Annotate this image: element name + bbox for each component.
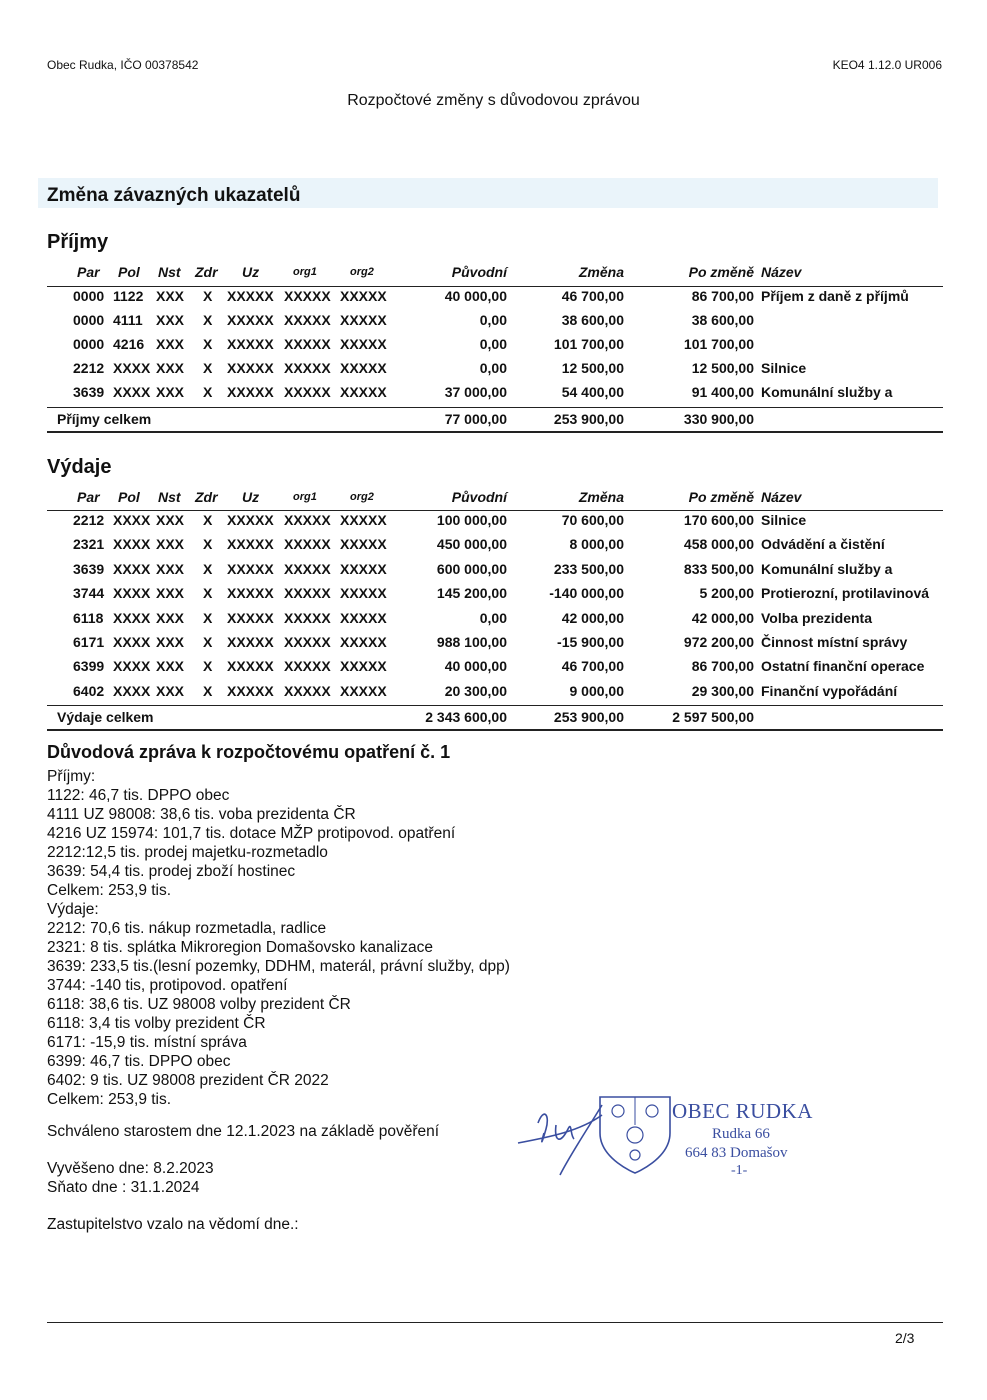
income-cell-puvodni: 0,00 [479,312,507,328]
report-line: 6118: 38,6 tis. UZ 98008 volby prezident ČR [47,996,351,1013]
income-cell-po-zmene: 12 500,00 [691,360,754,376]
expense-cell-org2: XXXXX [340,682,387,699]
expense-cell-nazev: Volba prezidenta [761,609,872,626]
removed-date: Sňato dne : 31.1.2024 [47,1179,200,1196]
income-cell-org1: XXXXX [284,288,331,304]
col-zdr: Zdr [195,489,218,505]
col-par: Par [77,489,100,505]
expense-cell-puvodni: 100 000,00 [436,512,507,528]
col-pol: Pol [118,489,140,505]
expense-cell-org1: XXXXX [284,609,331,626]
expense-cell-nazev: Činnost místní správy [761,634,908,650]
income-cell-zdr: X [203,288,213,304]
income-cell-uz: XXXXX [227,312,274,328]
expense-cell-po-zmene: 458 000,00 [683,536,754,553]
expense-table-row [47,512,937,534]
expense-cell-par: 6402 [73,682,105,699]
income-cell-nst: XXX [156,336,185,352]
expense-cell-org2: XXXXX [340,585,387,602]
expense-table-row [47,610,937,632]
income-header-rule [47,286,943,287]
expense-total-rule [47,705,943,706]
income-total-label: Příjmy celkem [57,411,152,427]
income-cell-puvodni: 40 000,00 [444,288,507,304]
expense-cell-par: 6171 [73,634,105,650]
expense-cell-org1: XXXXX [284,536,331,553]
document-title: Rozpočtové změny s důvodovou zprávou [347,92,640,109]
expense-cell-nazev: Protierozní, protilavinová [761,585,930,602]
expense-cell-zdr: X [203,682,213,699]
income-cell-org1: XXXXX [284,384,331,400]
expense-table-row [47,585,937,607]
col-par: Par [77,264,100,280]
expense-cell-puvodni: 145 200,00 [436,585,507,602]
income-table-row [47,360,937,382]
expense-bottom-rule [47,729,943,731]
expense-cell-uz: XXXXX [227,609,274,626]
report-line: 6399: 46,7 tis. DPPO obec [47,1053,231,1070]
income-table-header [47,264,937,286]
expense-cell-puvodni: 600 000,00 [436,560,507,577]
col-org2: org2 [350,266,374,278]
council-note: Zastupitelstvo vzalo na vědomí dne.: [47,1216,299,1233]
col-puvodni: Původní [451,264,507,280]
income-cell-zmena: 54 400,00 [561,384,624,400]
income-cell-org1: XXXXX [284,312,331,328]
income-cell-po-zmene: 101 700,00 [683,336,754,352]
expense-cell-po-zmene: 833 500,00 [683,560,754,577]
income-cell-po-zmene: 38 600,00 [691,312,754,328]
income-cell-uz: XXXXX [227,288,274,304]
expense-cell-pol: XXXX [113,609,151,626]
expense-cell-nazev: Odvádění a čistění [761,536,885,553]
expense-cell-org1: XXXXX [284,585,331,602]
col-nazev: Název [761,264,802,280]
expense-title: Výdaje [47,456,112,478]
report-line: Příjmy: [47,768,96,785]
posted-date: Vyvěšeno dne: 8.2.2023 [47,1160,214,1177]
expense-cell-org2: XXXXX [340,512,387,528]
report-line: 2212:12,5 tis. prodej majetku-rozmetadlo [47,844,328,861]
col-uz: Uz [242,264,260,280]
col-puvodni: Původní [451,489,507,505]
col-nst: Nst [158,489,181,505]
expense-cell-uz: XXXXX [227,658,274,675]
col-org1: org1 [293,266,317,278]
expense-cell-org2: XXXXX [340,536,387,553]
stamp-line-4: -1- [731,1163,748,1178]
expense-cell-org2: XXXXX [340,609,387,626]
expense-cell-po-zmene: 972 200,00 [683,634,754,650]
expense-cell-uz: XXXXX [227,585,274,602]
income-cell-par: 2212 [73,360,105,376]
income-cell-nazev: Silnice [761,360,807,376]
expense-cell-puvodni: 40 000,00 [444,658,507,675]
col-pol: Pol [118,264,140,280]
income-bottom-rule [47,431,943,433]
expense-total-po-zmene: 2 597 500,00 [672,709,754,725]
income-cell-pol: 4216 [113,336,145,352]
report-line: 2212: 70,6 tis. nákup rozmetadla, radlice [47,920,327,937]
expense-cell-par: 2321 [73,536,105,553]
expense-cell-nst: XXX [156,536,185,553]
income-cell-nazev: Příjem z daně z příjmů [761,288,909,304]
expense-table-row [47,683,937,705]
stamp-line-1: OBEC RUDKA [672,1099,813,1123]
expense-cell-org1: XXXXX [284,560,331,577]
expense-cell-po-zmene: 42 000,00 [691,609,754,626]
income-cell-pol: 4111 [113,312,143,328]
income-cell-org2: XXXXX [340,288,387,304]
income-cell-zdr: X [203,312,213,328]
report-line: 1122: 46,7 tis. DPPO obec [47,787,230,804]
income-title: Příjmy [47,231,109,253]
stamp-line-3: 664 83 Domašov [685,1145,788,1161]
expense-table-row [47,536,937,558]
expense-total-zmena: 253 900,00 [553,709,624,725]
income-cell-org2: XXXXX [340,312,387,328]
expense-cell-puvodni: 20 300,00 [444,682,507,699]
report-line: Celkem: 253,9 tis. [47,882,172,899]
income-total-po-zmene: 330 900,00 [683,411,754,427]
expense-cell-zdr: X [203,658,213,675]
expense-cell-pol: XXXX [113,512,151,528]
expense-cell-par: 6118 [73,609,104,626]
income-total-puvodni: 77 000,00 [444,411,507,427]
income-cell-org1: XXXXX [284,360,331,376]
expense-cell-par: 2212 [73,512,105,528]
section-title: Změna závazných ukazatelů [47,185,301,206]
report-line: 6402: 9 tis. UZ 98008 prezident ČR 2022 [47,1072,329,1089]
expense-cell-zmena: 70 600,00 [561,512,624,528]
income-cell-uz: XXXXX [227,336,274,352]
expense-table-header [47,489,937,511]
income-table-row [47,384,937,406]
expense-cell-nst: XXX [156,609,185,626]
expense-cell-org1: XXXXX [284,682,331,699]
report-line: 6171: -15,9 tis. místní správa [47,1034,247,1051]
expense-cell-zdr: X [203,560,213,577]
report-title: Důvodová zpráva k rozpočtovému opatření č. 1 [47,742,451,762]
expense-cell-nst: XXX [156,658,185,675]
expense-cell-nazev: Komunální služby a [761,560,893,577]
expense-cell-zdr: X [203,634,213,650]
col-nazev: Název [761,489,802,505]
col-po-zmene: Po změně [688,264,754,280]
income-cell-zdr: X [203,360,213,376]
expense-cell-pol: XXXX [113,560,151,577]
income-cell-puvodni: 0,00 [479,336,507,352]
income-total-zmena: 253 900,00 [553,411,624,427]
income-cell-nst: XXX [156,288,185,304]
income-cell-uz: XXXXX [227,384,274,400]
expense-table-row [47,634,937,656]
expense-cell-uz: XXXXX [227,560,274,577]
expense-cell-nazev: Finanční vypořádání [761,682,898,699]
expense-cell-nst: XXX [156,512,185,528]
org-header: Obec Rudka, IČO 00378542 [47,58,199,72]
expense-cell-zmena: 9 000,00 [569,682,624,699]
expense-cell-puvodni: 0,00 [479,609,507,626]
income-cell-po-zmene: 86 700,00 [691,288,754,304]
expense-cell-zmena: 233 500,00 [553,560,624,577]
expense-cell-puvodni: 450 000,00 [436,536,507,553]
col-nst: Nst [158,264,181,280]
expense-cell-par: 3744 [73,585,105,602]
expense-cell-nazev: Silnice [761,512,807,528]
expense-cell-zmena: -15 900,00 [557,634,624,650]
expense-cell-pol: XXXX [113,658,151,675]
expense-cell-zmena: -140 000,00 [549,585,624,602]
col-org1: org1 [293,491,317,503]
page-number: 2/3 [895,1330,915,1346]
approval-note: Schváleno starostem dne 12.1.2023 na základě pověření [47,1123,440,1140]
income-cell-org2: XXXXX [340,360,387,376]
col-zmena: Změna [578,264,624,280]
municipal-stamp [510,1085,830,1185]
expense-cell-zmena: 42 000,00 [561,609,624,626]
income-cell-nst: XXX [156,384,185,400]
income-cell-puvodni: 0,00 [479,360,507,376]
expense-cell-po-zmene: 29 300,00 [691,682,754,699]
income-total-row [47,411,937,433]
expense-cell-org1: XXXXX [284,634,331,650]
income-cell-uz: XXXXX [227,360,274,376]
expense-cell-zdr: X [203,536,213,553]
income-cell-zdr: X [203,384,213,400]
income-cell-zmena: 12 500,00 [561,360,624,376]
expense-cell-par: 3639 [73,560,105,577]
col-zmena: Změna [578,489,624,505]
expense-cell-zmena: 46 700,00 [561,658,624,675]
stamp-line-2: Rudka 66 [712,1126,770,1142]
income-cell-nst: XXX [156,312,185,328]
income-cell-zmena: 46 700,00 [561,288,624,304]
expense-cell-org2: XXXXX [340,658,387,675]
col-po-zmene: Po změně [688,489,754,505]
income-table-row [47,288,937,310]
footer-rule [47,1322,943,1323]
expense-cell-puvodni: 988 100,00 [436,634,507,650]
expense-cell-nst: XXX [156,560,185,577]
expense-cell-nst: XXX [156,585,185,602]
expense-cell-uz: XXXXX [227,536,274,553]
expense-cell-uz: XXXXX [227,634,274,650]
report-lines [47,767,510,1109]
expense-cell-zdr: X [203,512,213,528]
report-line: Celkem: 253,9 tis. [47,1091,172,1108]
expense-cell-org2: XXXXX [340,634,387,650]
version-header: KEO4 1.12.0 UR006 [832,58,942,72]
income-cell-puvodni: 37 000,00 [444,384,507,400]
expense-cell-nazev: Ostatní finanční operace [761,658,925,675]
expense-cell-uz: XXXXX [227,512,274,528]
report-line: 3744: -140 tis, protipovod. opatření [47,977,288,994]
expense-table-row [47,561,937,583]
income-table-row [47,312,937,334]
expense-cell-org1: XXXXX [284,658,331,675]
expense-cell-pol: XXXX [113,634,151,650]
income-cell-pol: XXXX [113,360,151,376]
income-cell-org2: XXXXX [340,384,387,400]
expense-cell-nst: XXX [156,682,185,699]
expense-cell-po-zmene: 170 600,00 [683,512,754,528]
expense-total-row [47,709,937,731]
income-cell-org2: XXXXX [340,336,387,352]
income-cell-nazev: Komunální služby a [761,384,893,400]
income-cell-pol: 1122 [113,288,144,304]
income-cell-par: 0000 [73,312,105,328]
income-cell-zdr: X [203,336,213,352]
expense-cell-po-zmene: 5 200,00 [699,585,754,602]
expense-cell-par: 6399 [73,658,105,675]
col-org2: org2 [350,491,374,503]
expense-total-label: Výdaje celkem [57,709,154,725]
expense-header-rule [47,510,943,511]
expense-table-row [47,658,937,680]
report-line: Výdaje: [47,901,99,918]
income-cell-zmena: 38 600,00 [561,312,624,328]
income-cell-zmena: 101 700,00 [553,336,624,352]
expense-cell-nst: XXX [156,634,185,650]
report-line: 4216 UZ 15974: 101,7 tis. dotace MŽP protipovod. opatření [47,825,456,842]
expense-cell-uz: XXXXX [227,682,274,699]
expense-cell-po-zmene: 86 700,00 [691,658,754,675]
income-cell-po-zmene: 91 400,00 [691,384,754,400]
report-line: 3639: 233,5 tis.(lesní pozemky, DDHM, materál, právní služby, dpp) [47,958,510,975]
col-zdr: Zdr [195,264,218,280]
report-line: 4111 UZ 98008: 38,6 tis. voba prezidenta ČR [47,806,356,823]
expense-cell-zdr: X [203,609,213,626]
expense-cell-org2: XXXXX [340,560,387,577]
income-total-rule [47,407,943,408]
col-uz: Uz [242,489,260,505]
expense-total-puvodni: 2 343 600,00 [425,709,507,725]
income-cell-par: 0000 [73,336,105,352]
expense-cell-pol: XXXX [113,682,151,699]
expense-cell-zmena: 8 000,00 [569,536,624,553]
report-line: 2321: 8 tis. splátka Mikroregion Domašovsko kanalizace [47,939,433,956]
income-cell-nst: XXX [156,360,185,376]
expense-cell-pol: XXXX [113,585,151,602]
report-line: 6118: 3,4 tis volby prezident ČR [47,1015,266,1032]
income-cell-par: 3639 [73,384,105,400]
report-line: 3639: 54,4 tis. prodej zboží hostinec [47,863,296,880]
income-cell-par: 0000 [73,288,105,304]
expense-cell-zdr: X [203,585,213,602]
expense-cell-pol: XXXX [113,536,151,553]
income-cell-pol: XXXX [113,384,151,400]
income-table-row [47,336,937,358]
income-cell-org1: XXXXX [284,336,331,352]
expense-cell-org1: XXXXX [284,512,331,528]
